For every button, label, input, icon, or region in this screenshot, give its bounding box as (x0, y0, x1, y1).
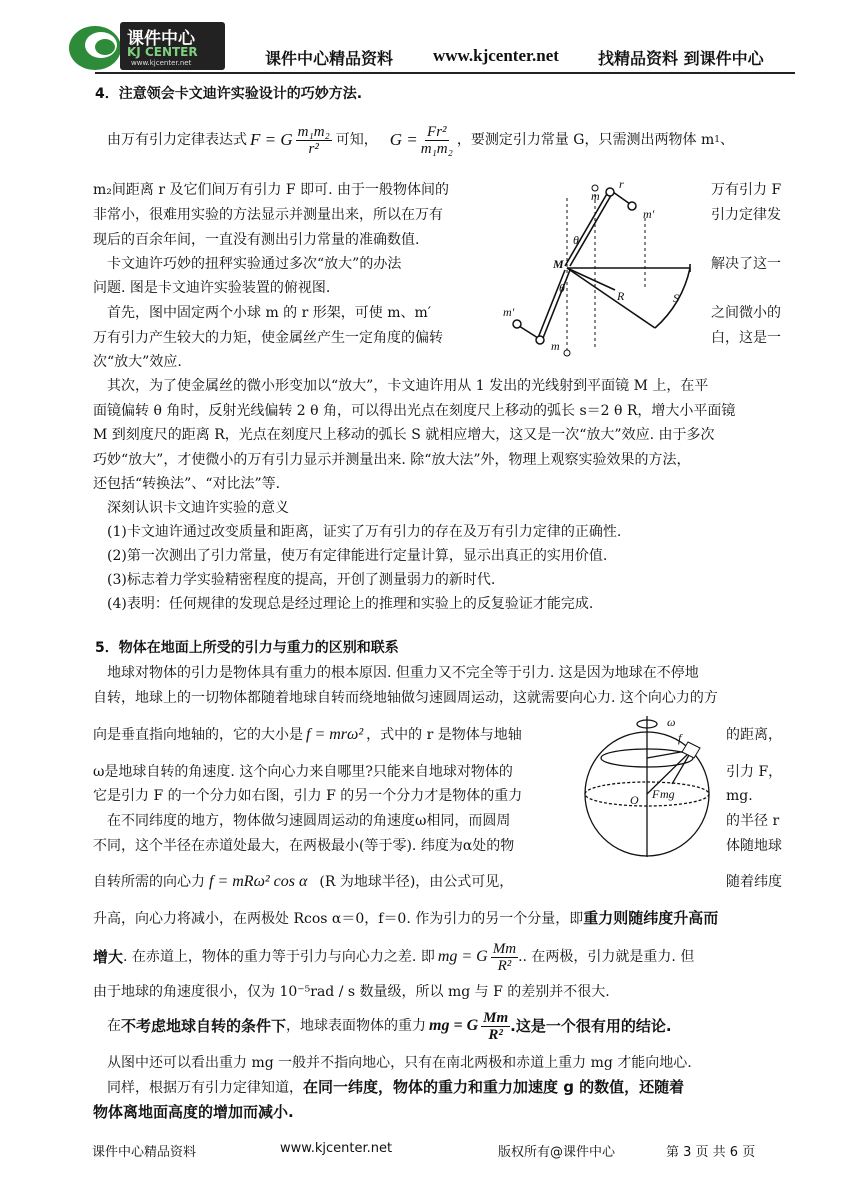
header (0, 0, 860, 80)
s5-line5-right: mg. (726, 788, 753, 804)
frac-den: m₁m₂ (420, 140, 453, 157)
s5-line14-bold: 在同一纬度，物体的重力和重力加速度 g 的数值，还随着 (303, 1078, 685, 1096)
formula-g-constant-frac (421, 124, 453, 157)
frac-den: R² (497, 957, 512, 974)
formula-g-constant: G = (389, 130, 418, 149)
fig-label-O: O (630, 793, 639, 807)
section4-title: 4．注意领会卡文迪许实验设计的巧妙方法. (95, 86, 363, 102)
s5-line4-right: 引力 F， (726, 764, 783, 780)
header-left-text: 课件中心精品资料 (265, 49, 394, 68)
s4-item-2: (2)第一次测出了引力常量，使万有定律能进行定量计算，显示出真正的实用价值. (107, 548, 608, 564)
s5-line9-bold: 重力则随纬度升高而 (583, 909, 719, 927)
fig-label-R: R (617, 289, 625, 303)
fig-label-mp2: m′ (503, 305, 515, 319)
s4-line7: 首先，图中固定两个小球 m 的 r 形架，可使 m、m′ (107, 305, 431, 321)
cavendish-apparatus-figure (495, 178, 710, 363)
footer-left: 课件中心精品资料 (92, 1145, 197, 1160)
footer-copyright: 版权所有@课件中心 (498, 1145, 616, 1160)
s5-line3-right: 的距离， (726, 727, 782, 743)
s5-line12-a: 在 (107, 1018, 121, 1034)
s4-line15: 深刻认识卡文迪许实验的意义 (107, 500, 289, 516)
s4-line3-right: 引力定律发 (711, 207, 781, 223)
s4-line13: 巧妙“放大”，才使微小的万有引力显示并测量出来. 除“放大法”外，物理上观察实验效果的方法， (93, 452, 691, 468)
s5-line8-b: (R 为地球半径)，由公式可见， (319, 874, 514, 890)
s4-line8-right: 白，这是一 (711, 330, 781, 346)
frac-den: r² (308, 140, 319, 157)
formula-centripetal: f = mrω² (306, 726, 364, 743)
s4-line9: 次“放大”效应. (93, 354, 182, 370)
s5-line9-a: 升高，向心力将减小，在两极处 Rcos α＝0，f＝0. 作为引力的另一个分量，即 (93, 911, 584, 927)
earth-rotation-figure (572, 712, 722, 862)
s4-line5: 卡文迪许巧妙的扭秤实验通过多次“放大”的办法 (107, 256, 402, 272)
s5-line7: 不同，这个半径在赤道处最大，在两极最小(等于零). 纬度为α处的物 (93, 838, 515, 854)
s5-line8 (93, 872, 513, 892)
s4-line2: m₂间距离 r 及它们间万有引力 F 即可. 由于一般物体间的 (93, 182, 449, 198)
s4-line1: 由万有引力定律表达式 F = G $\frac{\text{m₁m₂}}{\text{r²}}$ 可知， G = $\frac{\text{Fr²}}{\text{m₁m₂}}$ ，要测定引力常量 G，只需测出两物体 m 1 、 (107, 123, 734, 157)
logo-en-text: KJ CENTER (127, 45, 198, 59)
s5-line10 (93, 935, 694, 979)
s4-line12: M 到刻度尺的距离 R，光点在刻度尺上移动的弧长 S 就相应增大，这又是一次“放大”效应. 由于多次 (93, 427, 715, 443)
s5-line5: 它是引力 F 的一个分力如右图，引力 F 的另一个分力才是物体的重力 (93, 788, 523, 804)
fig-label-S: S (673, 291, 679, 305)
s4-line1-a: 由万有引力定律表达式 (107, 132, 247, 148)
s4-item-1: (1)卡文迪许通过改变质量和距离，证实了万有引力的存在及万有引力定律的正确性. (107, 524, 622, 540)
frac-num: m₁m₂ (297, 123, 330, 140)
s4-line2-right: 万有引力 F (711, 182, 782, 198)
s4-line1-d: 、 (719, 132, 734, 148)
s4-line10: 其次，为了使金属丝的微小形变加以“放大”，卡文迪许用从 1 发出的光线射到平面镜 M 上，在平 (107, 378, 709, 394)
s4-line3: 非常小，很难用实验的方法显示并测量出来，所以在万有 (93, 207, 443, 223)
frac-den: R² (488, 1026, 503, 1043)
s5-line10-bold: 增大 (93, 948, 124, 966)
s5-line11: 由于地球的角速度很小，仅为 10⁻⁵rad / s 数量级，所以 mg 与 F 的差别并不很大. (93, 984, 610, 1000)
s5-line6: 在不同纬度的地方，物体做匀速圆周运动的角速度ω相同，而圆周 (107, 813, 511, 829)
s5-line7-right: 体随地球 (726, 838, 782, 854)
fig-label-omega: ω (667, 715, 676, 729)
s5-line12-bold: 不考虑地球自转的条件下 (121, 1017, 287, 1035)
s4-line6: 问题. 图是卡文迪许实验装置的俯视图. (93, 280, 331, 296)
s4-line11: 面镜偏转 θ 角时，反射光线偏转 2 θ 角，可以得出光点在刻度尺上移动的弧长 s＝2 θ R，增大小平面镜 (93, 403, 736, 419)
s5-line12-bold-end: .这是一个很有用的结论. (510, 1017, 672, 1035)
s5-line4: ω是地球自转的角速度. 这个向心力来自哪里?只能来自地球对物体的 (93, 764, 513, 780)
s5-line6-right: 的半径 r (726, 813, 780, 829)
s4-line8: 万有引力产生较大的力矩，使金属丝产生一定角度的偏转 (93, 330, 443, 346)
fig-label-F: F (652, 787, 660, 801)
fig-label-mp1: m′ (643, 207, 655, 221)
fig-label-m2: m (551, 339, 560, 353)
fig-label-f: f (678, 731, 682, 745)
formula-gravity-equator: mg = G (437, 948, 488, 965)
fig-label-M: M (553, 257, 564, 271)
formula-gravity-surface-frac (481, 1010, 510, 1043)
s5-line8-a: 自转所需的向心力 (93, 874, 205, 890)
header-right-text: 找精品资料 到课件中心 (598, 49, 764, 68)
s5-line14-a: 同样，根据万有引力定律知道， (107, 1080, 303, 1096)
fig-label-r: r (619, 178, 624, 191)
header-divider (95, 72, 795, 74)
header-url[interactable]: www.kjcenter.net (433, 46, 559, 65)
s5-line14 (107, 1077, 684, 1098)
section5-title: 5．物体在地面上所受的引力与重力的区别和联系 (95, 640, 399, 656)
s5-line8-right: 随着纬度 (726, 874, 782, 890)
logo-cn-text: 课件中心 (127, 29, 195, 49)
s5-line3-a: 向是垂直指向地轴的，它的大小是 (93, 727, 303, 743)
s5-line10-b: . 在赤道上，物体的重力等于引力与向心力之差. 即 (123, 949, 435, 965)
footer-page-number: 第 3 页 共 6 页 (666, 1145, 756, 1160)
frac-num: Mm (492, 940, 517, 957)
s4-line14: 还包括“转换法”、“对比法”等. (93, 476, 281, 492)
s5-line9 (93, 908, 718, 929)
s5-line3 (93, 725, 522, 745)
s5-line13: 从图中还可以看出重力 mg 一般并不指向地心，只有在南北两极和赤道上重力 mg 才能向地心. (107, 1055, 692, 1071)
s4-line7-right: 之间微小的 (711, 305, 781, 321)
s5-line12 (107, 1004, 672, 1048)
fig-label-m1: m (591, 189, 600, 203)
formula-gravity-equator-frac (491, 941, 518, 974)
fig-label-mg: mg (660, 787, 675, 801)
fig-label-theta2: θ (559, 281, 565, 295)
fig-label-theta1: θ (573, 233, 579, 247)
s4-line4: 现后的百余年间，一直没有测出引力常量的准确数值. (93, 232, 420, 248)
s4-line1-c: ，要测定引力常量 G，只需测出两物体 m (456, 132, 715, 148)
s5-line3-b: ，式中的 r 是物体与地轴 (366, 727, 522, 743)
s5-line10-c: .. 在两极，引力就是重力. 但 (518, 949, 695, 965)
footer-url[interactable]: www.kjcenter.net (280, 1141, 393, 1156)
s4-item-3: (3)标志着力学实验精密程度的提高，开创了测量弱力的新时代. (107, 572, 496, 588)
s4-item-4: (4)表明：任何规律的发现总是经过理论上的推理和实验上的反复验证才能完成. (107, 596, 594, 612)
s5-line15: 物体离地面高度的增加而减小. (93, 1103, 294, 1121)
logo (65, 18, 225, 74)
frac-num: Fr² (427, 123, 447, 140)
formula-gravitation-frac (296, 124, 332, 157)
formula-gravitation: F = G (250, 130, 293, 149)
s4-line1-b: 可知， (335, 132, 378, 148)
formula-centripetal-latitude: f = mRω² cos α (209, 873, 308, 890)
s5-line2: 自转，地球上的一切物体都随着地球自转而绕地轴做匀速圆周运动，这就需要向心力. 这个向心力的方 (93, 690, 718, 706)
s5-line12-c: ，地球表面物体的重力 (286, 1018, 427, 1034)
logo-url-text: www.kjcenter.net (131, 59, 192, 67)
formula-gravity-surface: mg = G (429, 1017, 479, 1034)
s4-line5-right: 解决了这一 (711, 256, 781, 272)
s5-line1: 地球对物体的引力是物体具有重力的根本原因. 但重力又不完全等于引力. 这是因为地球在不停地 (107, 665, 699, 681)
frac-num: Mm (483, 1009, 509, 1026)
